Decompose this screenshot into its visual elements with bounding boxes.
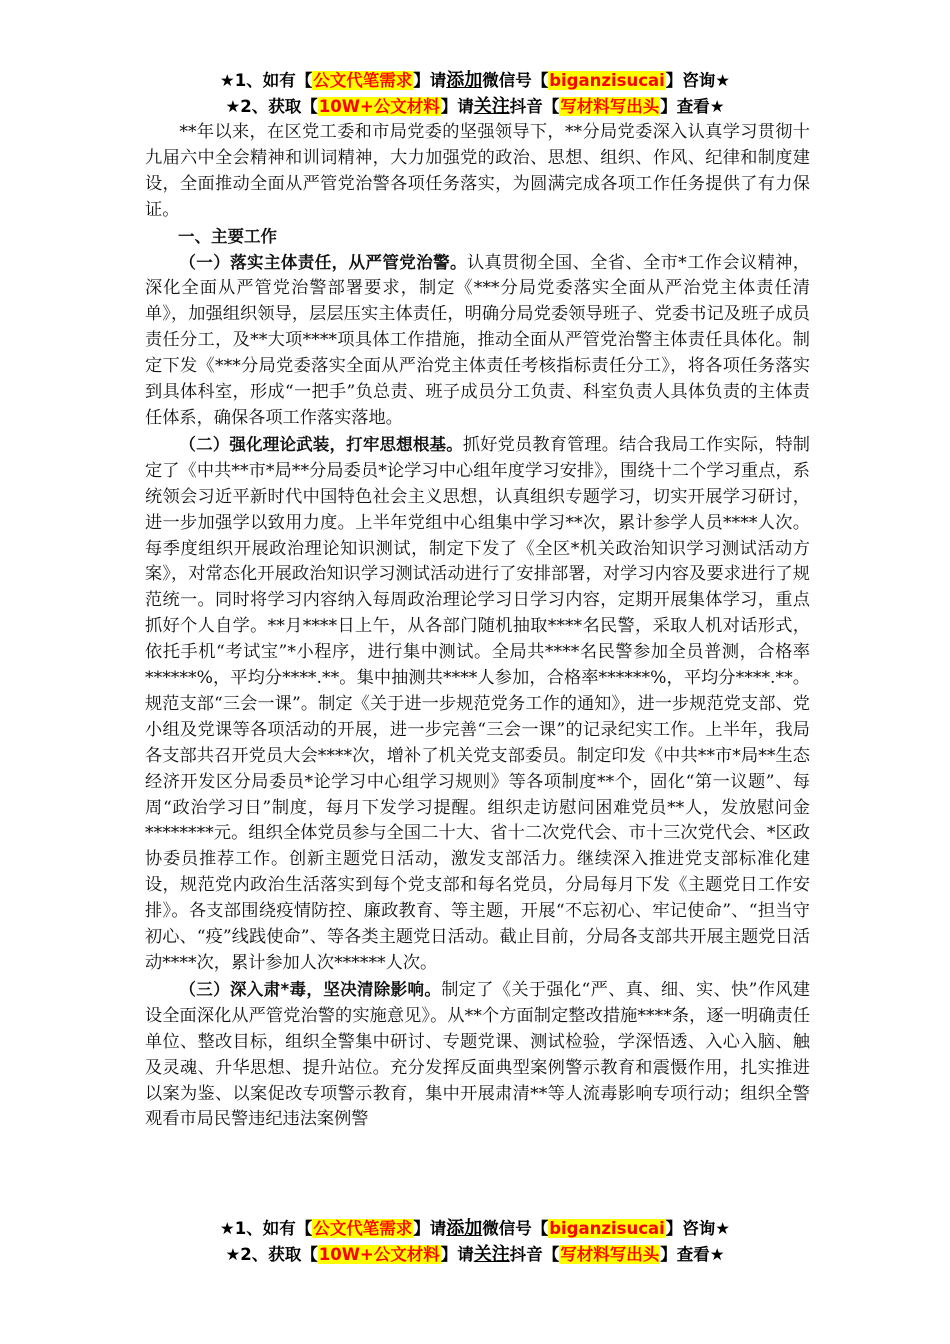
- promo-banner-bottom: [0, 1216, 950, 1268]
- subheading-1: （一）落实主体责任，从严管党治警。: [179, 252, 467, 272]
- promo-line-1: ★1、如有【公文代笔需求】请添加微信号【biganzisucai】咨询★: [219, 70, 731, 91]
- intro-paragraph: **年以来，在区党工委和市局党委的坚强领导下，**分局党委深入认真学习贯彻十九届六中全会精神和训词精神，大力加强党的政治、思想、组织、作风、纪律和制度建设，全面推动全面从严管党治警各项任务落实，为圆满完成各项工作任务提供了有力保证。: [145, 122, 810, 220]
- subheading-3: （三）深入肃*毒，坚决清除影响。: [179, 979, 442, 999]
- section-heading: 一、主要工作: [178, 226, 277, 246]
- promo-line-2-bottom: ★2、获取【10W+公文材料】请关注抖音【写材料写出头】查看★: [225, 1244, 725, 1265]
- subheading-2: （二）强化理论武装，打牢思想根基。: [179, 434, 463, 454]
- promo-banner-top: [0, 68, 950, 120]
- paragraph-section-1: （一）落实主体责任，从严管党治警。认真贯彻全国、全省、全市*工作会议精神，深化全面从严管党治警部署要求，制定《***分局党委落实全面从严治党主体责任清单》，加强组织领导，层层压实主体责任，明确分局党委领导班子、党委书记及班子成员责任分工，及**大项****项具体工作措施，推动全面从严管党治警主体责任具体化。制定下发《***分局党委落实全面从严治党主体责任考核指标责任分工》，将各项任务落实到具体科室，形成“一把手”负总责、班子成员分工负责、科室负责人具体负责的主体责任体系，确保各项工作落实落地。: [145, 252, 810, 428]
- highlight-service: 公文代笔需求: [313, 71, 413, 90]
- promo-line-2: ★2、获取【10W+公文材料】请关注抖音【写材料写出头】查看★: [225, 96, 725, 117]
- paragraph-section-3: （三）深入肃*毒，坚决清除影响。制定了《关于强化“严、真、细、实、快”作风建设全面深化从严管党治警的实施意见》。从**个方面制定整改措施****条，逐一明确责任单位、整改目标，组织全警集中研讨、专题党课、测试检验，学深悟透、入心入脑、触及灵魂、升华思想、提升站位。充分发挥反面典型案例警示教育和震慑作用，扎实推进以案为鉴、以案促改专项警示教育，集中开展肃清**等人流毒影响专项行动；组织全警观看市局民警违纪违法案例警: [145, 979, 810, 1130]
- highlight-douyin: 写材料写出头: [560, 97, 660, 116]
- highlight-materials: 10W+公文材料: [318, 97, 440, 116]
- document-body: [145, 120, 810, 1133]
- promo-line-1-bottom: ★1、如有【公文代笔需求】请添加微信号【biganzisucai】咨询★: [219, 1218, 731, 1239]
- paragraph-section-2: （二）强化理论武装，打牢思想根基。抓好党员教育管理。结合我局工作实际，特制定了《中共**市*局**分局委员*论学习中心组年度学习安排》，围绕十二个学习重点，系统领会习近平新时代中国特色社会主义思想，认真组织专题学习，切实开展学习研讨，进一步加强学以致用力度。上半年党组中心组集中学习**次，累计参学人员****人次。每季度组织开展政治理论知识测试，制定下发了《全区*机关政治知识学习测试活动方案》，对常态化开展政治知识学习测试活动进行了安排部署，对学习内容及要求进行了规范统一。同时将学习内容纳入每周政治理论学习日学习内容，定期开展集体学习，重点抓好个人自学。**月****日上午，从各部门随机抽取****名民警，采取人机对话形式，依托手机“考试宝”*小程序，进行集中测试。全局共****名民警参加全员普测，合格率******%，平均分****.**。集中抽测共****人参加，合格率******%，平均分****.**。规范支部“三会一课”。制定《关于进一步规范党务工作的通知》，进一步规范党支部、党小组及党课等各项活动的开展，进一步完善“三会一课”的记录纪实工作。上半年，我局各支部共召开党员大会****次，增补了机关党支部委员。制定印发《中共**市*局**生态经济开发区分局委员*论学习中心组学习规则》等各项制度**个，固化“第一议题”、每周“政治学习日”制度，每月下发学习提醒。组织走访慰问困难党员**人，发放慰问金********元。组织全体党员参与全国二十大、省十二次党代会、市十三次党代会、*区政协委员推荐工作。创新主题党日活动，激发支部活力。继续深入推进党支部标准化建设，规范党内政治生活落实到每个党支部和每名党员，分局每月下发《主题党日工作安排》。各支部围绕疫情防控、廉政教育、等主题，开展“不忘初心、牢记使命”、“担当守初心、“疫”线践使命”、等各类主题党日活动。截止目前，分局各支部共开展主题党日活动****次，累计参加人次******人次。: [145, 434, 810, 973]
- highlight-wechat-id: biganzisucai: [549, 71, 665, 90]
